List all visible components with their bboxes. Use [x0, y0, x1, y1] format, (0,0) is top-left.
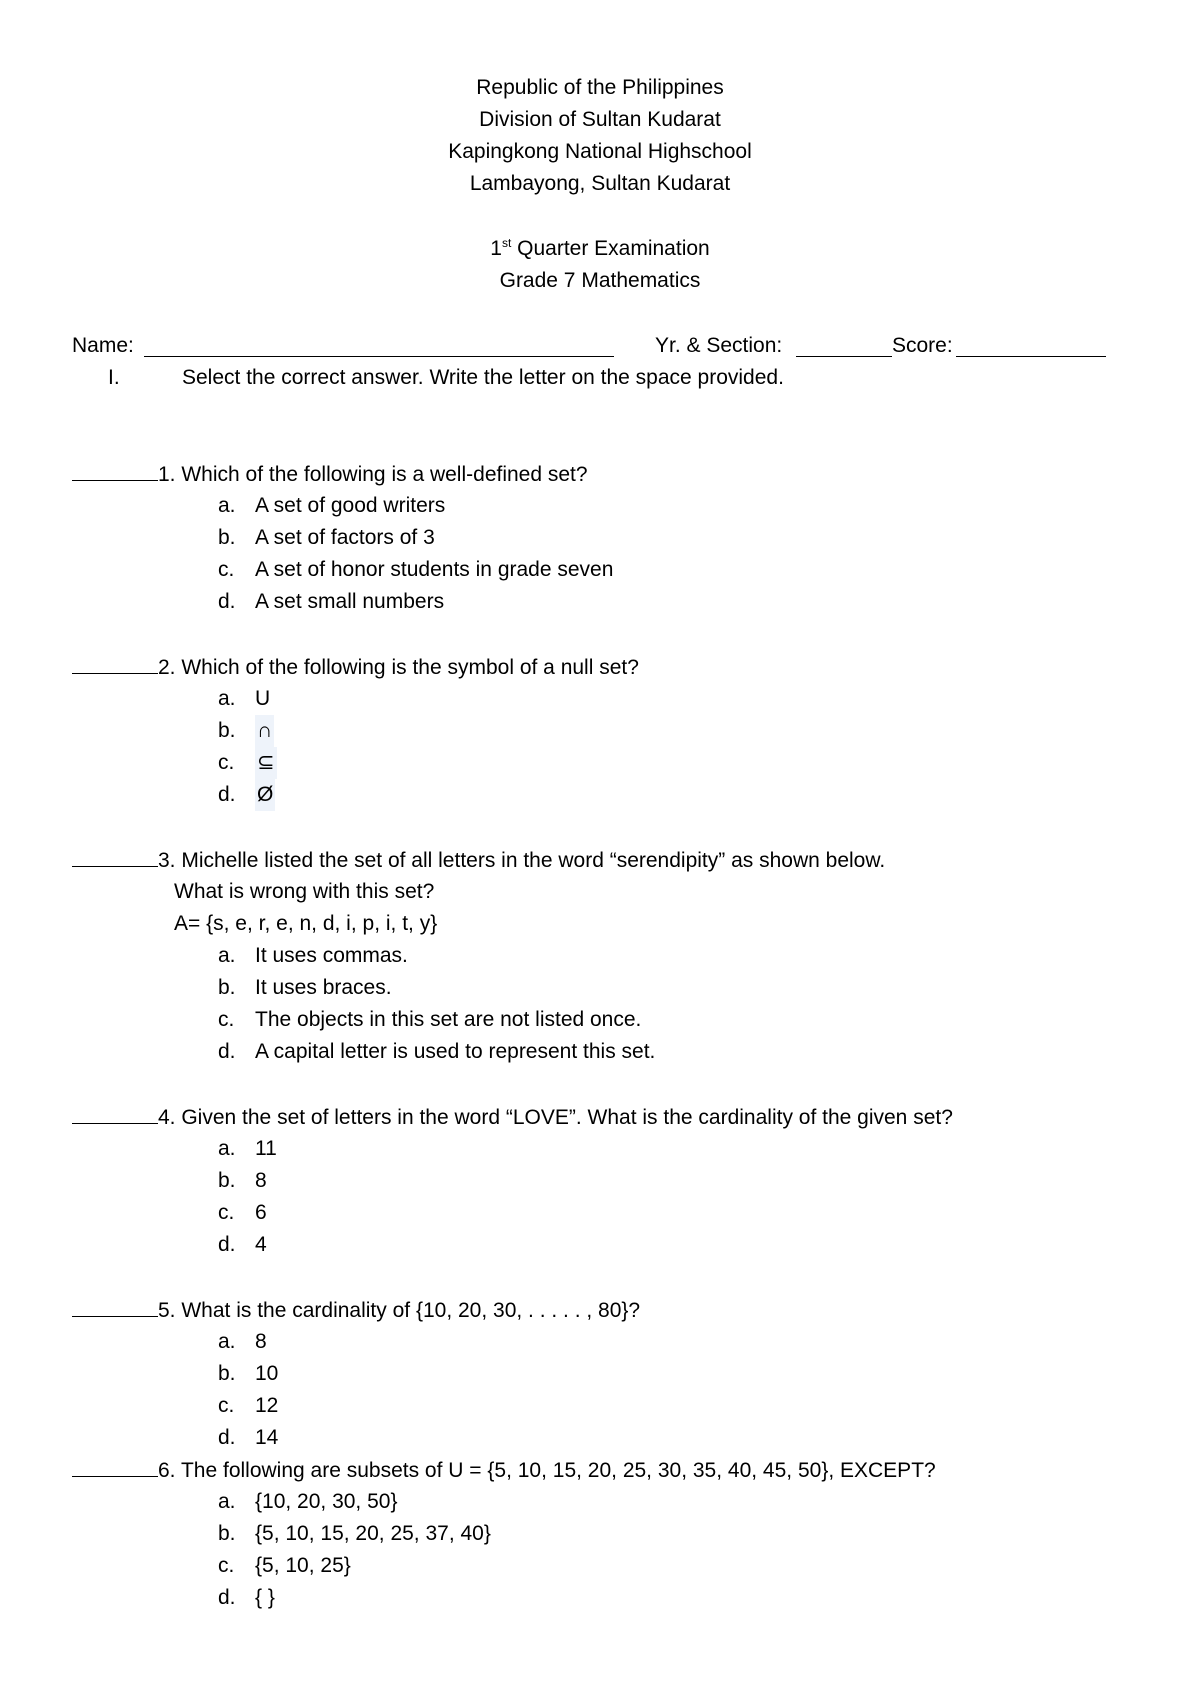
section-label: Yr. & Section: [655, 334, 783, 357]
null-set-symbol: Ø [255, 779, 275, 811]
option-5d: d. 14 [218, 1426, 279, 1449]
score-label: Score: [892, 334, 953, 357]
option-4b: b. 8 [218, 1169, 267, 1192]
question-text: 6. The following are subsets of U = {5, 10, 15, 20, 25, 30, 35, 40, 45, 50}, EXCEPT? [158, 1459, 936, 1482]
question-4 [72, 1101, 1152, 1261]
answer-blank-3[interactable] [72, 844, 158, 867]
name-field[interactable] [144, 334, 614, 357]
question-3-prompt: What is wrong with this set? [174, 880, 435, 903]
instructions-number: I. [108, 366, 120, 389]
exam-ordinal: st [501, 236, 512, 250]
option-3d: d. A capital letter is used to represent this set. [218, 1040, 656, 1063]
exam-subject: Grade 7 Mathematics [499, 269, 701, 292]
option-1b: b. A set of factors of 3 [218, 526, 435, 549]
exam-header [0, 233, 1200, 297]
option-6b: b. {5, 10, 15, 20, 25, 37, 40} [218, 1522, 491, 1545]
question-6 [72, 1454, 1152, 1614]
option-1d: d. A set small numbers [218, 590, 445, 613]
score-field[interactable] [956, 334, 1106, 357]
option-2a: a. U [218, 687, 271, 710]
answer-blank-4[interactable] [72, 1101, 158, 1124]
question-5 [72, 1294, 1152, 1454]
option-1a: a. A set of good writers [218, 494, 446, 517]
answer-blank-6[interactable] [72, 1454, 158, 1477]
option-5c: c. 12 [218, 1394, 279, 1417]
answer-blank-5[interactable] [72, 1294, 158, 1317]
option-5b: b. 10 [218, 1362, 279, 1385]
header-line-address: Lambayong, Sultan Kudarat [469, 172, 731, 195]
option-6d: d. { } [218, 1586, 275, 1609]
subset-symbol: ⊆ [255, 747, 277, 779]
question-3 [72, 844, 1152, 1068]
option-1c: c. A set of honor students in grade seven [218, 558, 614, 581]
option-6c: c. {5, 10, 25} [218, 1554, 351, 1577]
question-text: 3. Michelle listed the set of all letters in the word “serendipity” as shown below. [158, 849, 886, 872]
question-text: 1. Which of the following is a well-defined set? [158, 463, 588, 486]
answer-blank-1[interactable] [72, 458, 158, 481]
question-text: 2. Which of the following is the symbol of a null set? [158, 656, 639, 679]
header-line-school: Kapingkong National Highschool [448, 140, 752, 163]
section-field[interactable] [796, 334, 892, 357]
exam-title-text: Quarter Examination [511, 237, 710, 260]
option-4a: a. 11 [218, 1137, 277, 1160]
option-2d: d. Ø [72, 779, 1152, 811]
option-6a: a. {10, 20, 30, 50} [218, 1490, 398, 1513]
student-info-row [72, 330, 1132, 362]
question-1 [72, 458, 1152, 618]
question-3-set: A= {s, e, r, e, n, d, i, p, i, t, y} [174, 912, 438, 935]
option-4d: d. 4 [218, 1233, 267, 1256]
exam-title [0, 233, 1200, 265]
option-2c: c. ⊆ [72, 747, 1152, 779]
name-label: Name: [72, 334, 134, 357]
question-text: 4. Given the set of letters in the word “LOVE”. What is the cardinality of the given set? [158, 1106, 953, 1129]
intersection-symbol: ∩ [255, 715, 274, 747]
option-2b: b. ∩ [72, 715, 1152, 747]
option-3c: c. The objects in this set are not listed once. [218, 1008, 642, 1031]
header-line-country: Republic of the Philippines [476, 76, 724, 99]
option-5a: a. 8 [218, 1330, 267, 1353]
option-3a: a. It uses commas. [218, 944, 408, 967]
option-3b: b. It uses braces. [218, 976, 392, 999]
instructions-text: Select the correct answer. Write the letter on the space provided. [182, 366, 784, 389]
option-4c: c. 6 [218, 1201, 267, 1224]
question-2 [72, 651, 1152, 811]
question-text: 5. What is the cardinality of {10, 20, 30, . . . . . , 80}? [158, 1299, 641, 1322]
school-header [0, 72, 1200, 200]
header-line-division: Division of Sultan Kudarat [479, 108, 721, 131]
answer-blank-2[interactable] [72, 651, 158, 674]
exam-number: 1 [490, 237, 502, 260]
